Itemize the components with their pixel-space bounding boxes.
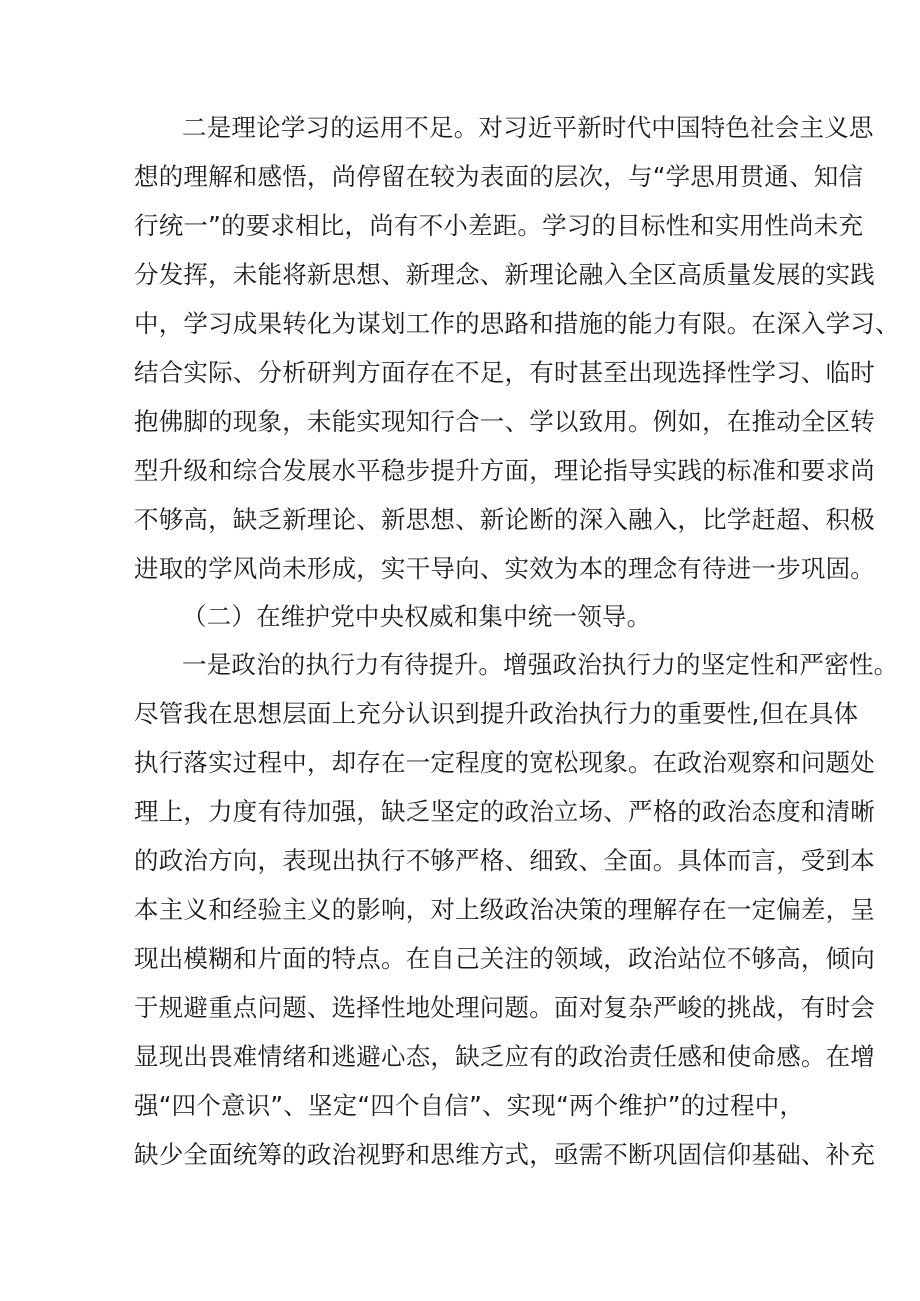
section-heading: （二）在维护党中央权威和集中统一领导。 [182, 602, 652, 631]
paragraph-line: 本主义和经验主义的影响，对上级政治决策的理解存在一定偏差，呈 [134, 895, 875, 924]
paragraph-line: 结合实际、分析研判方面存在不足，有时甚至出现选择性学习、临时 [134, 358, 875, 387]
paragraph-line: 执行落实过程中，却存在一定程度的宽松现象。在政治观察和问题处 [134, 748, 875, 777]
paragraph-line: 抱佛脚的现象，未能实现知行合一、学以致用。例如，在推动全区转 [134, 407, 875, 436]
paragraph-line: 显现出畏难情绪和逃避心态，缺乏应有的政治责任感和使命感。在增 [134, 1042, 875, 1071]
paragraph-line: 分发挥，未能将新思想、新理念、新理论融入全区高质量发展的实践 [134, 260, 875, 289]
paragraph-line: 想的理解和感悟，尚停留在较为表面的层次，与“学思用贯通、知信 [134, 162, 864, 191]
paragraph-line: 型升级和综合发展水平稳步提升方面，理论指导实践的标准和要求尚 [134, 456, 875, 485]
paragraph-line: 不够高，缺乏新理论、新思想、新论断的深入融入，比学赶超、积极 [134, 505, 875, 534]
paragraph-line: 理上，力度有待加强，缺乏坚定的政治立场、严格的政治态度和清晰 [134, 797, 875, 826]
paragraph-line: 尽管我在思想层面上充分认识到提升政治执行力的重要性,但在具体 [134, 699, 859, 728]
paragraph-line: 中，学习成果转化为谋划工作的思路和措施的能力有限。在深入学习、 [134, 309, 900, 338]
paragraph-line: 一是政治的执行力有待提升。增强政治执行力的坚定性和严密性。 [182, 650, 899, 679]
paragraph-line: 于规避重点问题、选择性地处理问题。面对复杂严峻的挑战，有时会 [134, 993, 875, 1022]
paragraph-line: 强“四个意识”、坚定“四个自信”、实现“两个维护”的过程中， [134, 1091, 805, 1120]
paragraph-line: 二是理论学习的运用不足。对习近平新时代中国特色社会主义思 [182, 113, 874, 142]
paragraph-line: 行统一”的要求相比，尚有不小差距。学习的目标性和实用性尚未充 [134, 211, 864, 240]
paragraph-line: 的政治方向，表现出执行不够严格、细致、全面。具体而言，受到本 [134, 846, 875, 875]
paragraph-line: 缺少全面统筹的政治视野和思维方式，亟需不断巩固信仰基础、补充 [134, 1140, 875, 1169]
paragraph-line: 进取的学风尚未形成，实干导向、实效为本的理念有待进一步巩固。 [134, 554, 875, 583]
paragraph-line: 现出模糊和片面的特点。在自己关注的领域，政治站位不够高，倾向 [134, 944, 875, 973]
